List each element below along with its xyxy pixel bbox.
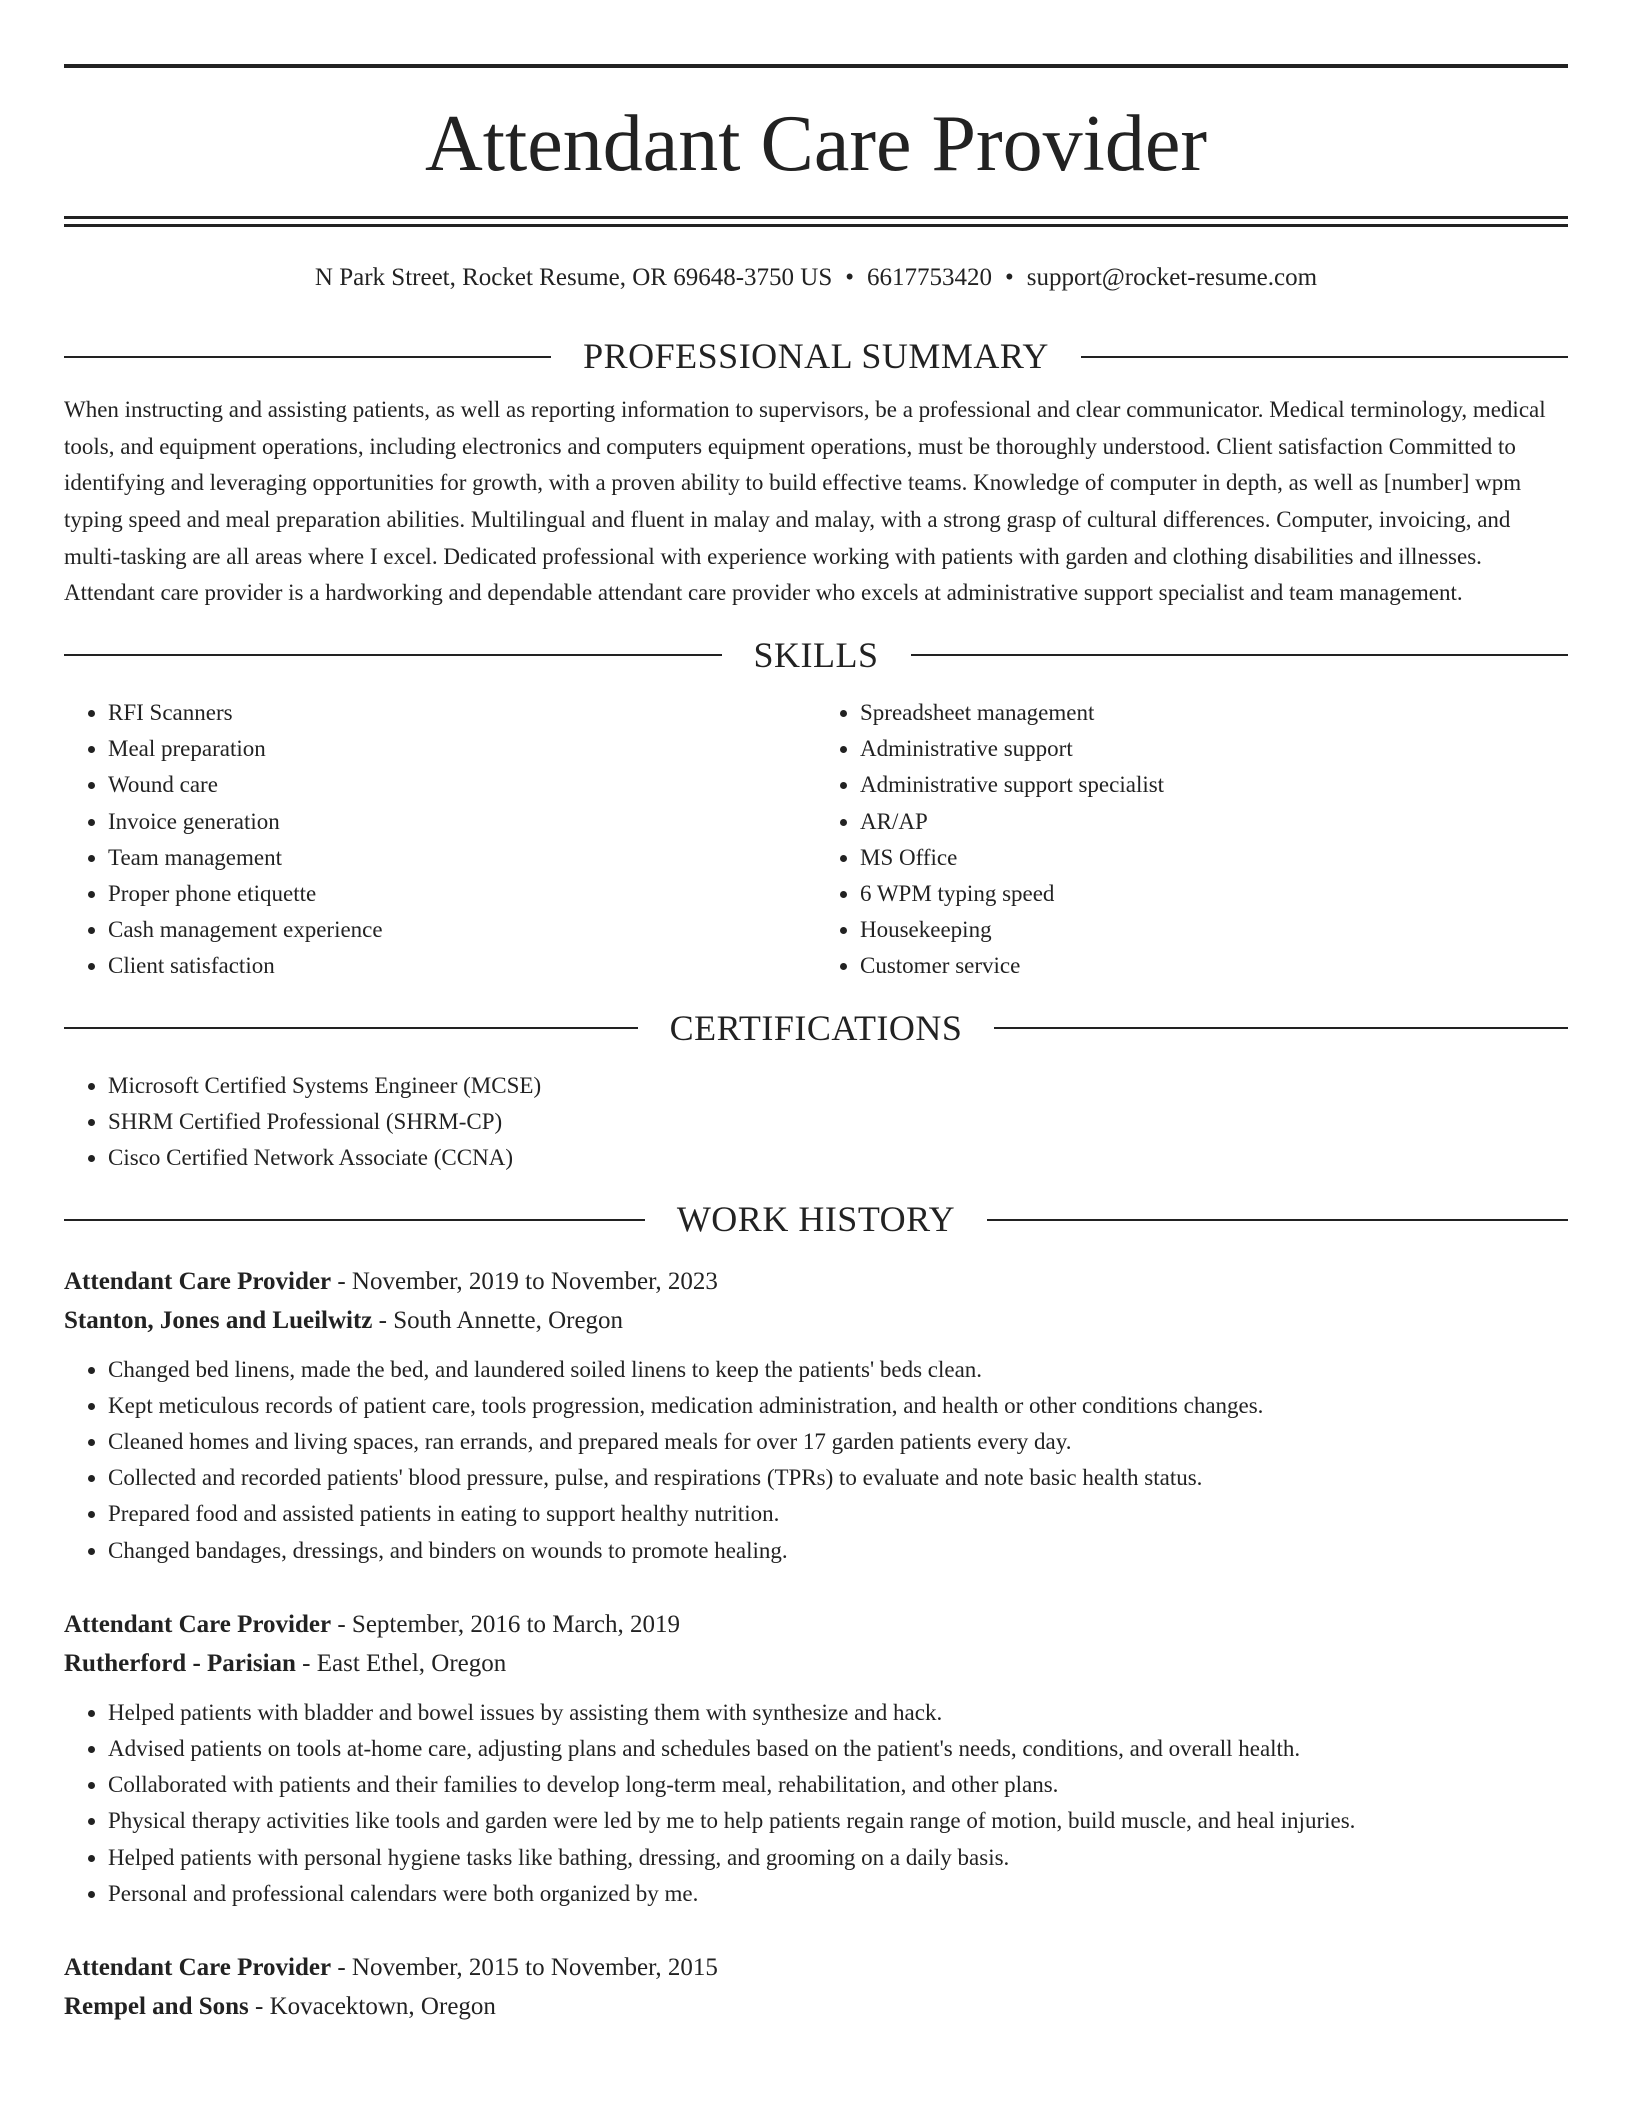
job-dates: - September, 2016 to March, 2019	[331, 1610, 681, 1638]
list-item: • RFI Scanners	[108, 695, 816, 731]
resume-title: Attendant Care Provider	[425, 100, 1207, 188]
job-title-line	[64, 1262, 1568, 1301]
job-bullets	[64, 1352, 1568, 1569]
skills-list-right	[816, 695, 1568, 985]
job-role: Attendant Care Provider	[64, 1267, 332, 1295]
list-item: • Meal preparation	[108, 731, 816, 767]
list-item: • MS Office	[860, 840, 1568, 876]
section-title: PROFESSIONAL SUMMARY	[583, 336, 1049, 376]
job-role: Attendant Care Provider	[64, 1953, 332, 1981]
list-item: • 6 WPM typing speed	[860, 876, 1568, 912]
top-rule	[64, 64, 1568, 68]
section-heading-summary	[64, 335, 1568, 378]
job-dates: - November, 2019 to November, 2023	[331, 1267, 718, 1295]
skills-columns	[64, 695, 1568, 985]
phone: 6617753420	[867, 264, 992, 291]
heading-rule-left	[64, 356, 551, 358]
job-company-line	[64, 1644, 1568, 1683]
heading-rule-left	[64, 654, 722, 656]
list-item: • Changed bed linens, made the bed, and laundered soiled linens to keep the patients' beds clean.	[108, 1352, 1568, 1388]
list-item: • Housekeeping	[860, 912, 1568, 948]
list-item: • Administrative support specialist	[860, 767, 1568, 803]
list-item: • Helped patients with personal hygiene tasks like bathing, dressing, and grooming on a daily basis.	[108, 1840, 1568, 1876]
section-heading-certifications	[64, 1007, 1568, 1050]
list-item: • Proper phone etiquette	[108, 876, 816, 912]
job-company-line	[64, 1987, 1568, 2026]
list-item: • Customer service	[860, 948, 1568, 984]
address: N Park Street, Rocket Resume, OR 69648-3750 US	[314, 264, 833, 291]
heading-rule-right	[987, 1219, 1568, 1221]
job-entry	[64, 1262, 1568, 1569]
summary-paragraph: When instructing and assisting patients, as well as reporting information to supervisors, be a professional and clear communicator. Medical terminology, medical tools, and equipment operations, including electronics and computers equipment operations, must be thoroughly understood. Client satisfaction Committed to identifying and leveraging opportunities for growth, with a proven ability to build effective teams. Knowledge of computer in depth, as well as [number] wpm typing speed and meal preparation abilities. Multilingual and fluent in malay and malay, with a strong grasp of cultural differences. Computer, invoicing, and multi-tasking are all areas where I excel. Dedicated professional with experience working with patients with garden and clothing disabilities and illnesses. Attendant care provider is a hardworking and dependable attendant care provider who excels at administrative support specialist and team management.	[64, 397, 1546, 606]
list-item: • Wound care	[108, 767, 816, 803]
heading-rule-left	[64, 1027, 638, 1029]
job-entry	[64, 1605, 1568, 1912]
list-item: • AR/AP	[860, 804, 1568, 840]
bullet-separator: •	[845, 264, 854, 291]
job-company: Rempel and Sons	[64, 1992, 249, 2020]
section-heading-work-history	[64, 1198, 1568, 1241]
email-link[interactable]: support@rocket-resume.com	[1026, 264, 1318, 291]
heading-rule-right	[911, 654, 1569, 656]
job-company: Rutherford - Parisian	[64, 1649, 296, 1677]
list-item: • Prepared food and assisted patients in eating to support healthy nutrition.	[108, 1496, 1568, 1532]
double-rule	[64, 216, 1568, 227]
job-location: - East Ethel, Oregon	[295, 1649, 507, 1677]
list-item: • Invoice generation	[108, 804, 816, 840]
list-item: • Microsoft Certified Systems Engineer (MCSE)	[108, 1068, 1568, 1104]
contact-line	[64, 263, 1568, 293]
list-item: • Kept meticulous records of patient care, tools progression, medication administration, and health or other conditions changes.	[108, 1388, 1568, 1424]
list-item: • Cisco Certified Network Associate (CCNA)	[108, 1140, 1568, 1176]
job-role: Attendant Care Provider	[64, 1610, 332, 1638]
list-item: • Physical therapy activities like tools and garden were led by me to help patients regain range of motion, build muscle, and heal injuries.	[108, 1803, 1568, 1839]
list-item: • Collaborated with patients and their families to develop long-term meal, rehabilitation, and other plans.	[108, 1767, 1568, 1803]
section-title: CERTIFICATIONS	[669, 1007, 963, 1048]
list-item: • Cleaned homes and living spaces, ran errands, and prepared meals for over 17 garden patients every day.	[108, 1424, 1568, 1460]
bullet-separator: •	[1005, 264, 1014, 291]
job-location: - South Annette, Oregon	[372, 1306, 624, 1334]
section-title: SKILLS	[753, 634, 879, 675]
skills-list-left	[64, 695, 816, 985]
list-item: • SHRM Certified Professional (SHRM-CP)	[108, 1104, 1568, 1140]
list-item: • Changed bandages, dressings, and binders on wounds to promote healing.	[108, 1533, 1568, 1569]
list-item: • Advised patients on tools at-home care, adjusting plans and schedules based on the patient's needs, conditions, and overall health.	[108, 1731, 1568, 1767]
job-title-line	[64, 1605, 1568, 1644]
heading-rule-right	[994, 1027, 1568, 1029]
section-heading-skills	[64, 634, 1568, 677]
heading-rule-left	[64, 1219, 645, 1221]
job-location: - Kovacektown, Oregon	[248, 1992, 496, 2020]
job-company-line	[64, 1301, 1568, 1340]
heading-rule-right	[1081, 356, 1568, 358]
list-item: • Helped patients with bladder and bowel issues by assisting them with synthesize and hack.	[108, 1695, 1568, 1731]
job-bullets	[64, 1695, 1568, 1912]
list-item: • Client satisfaction	[108, 948, 816, 984]
job-entry	[64, 1948, 1568, 2026]
list-item: • Collected and recorded patients' blood pressure, pulse, and respirations (TPRs) to evaluate and note basic health status.	[108, 1460, 1568, 1496]
list-item: • Cash management experience	[108, 912, 816, 948]
list-item: • Team management	[108, 840, 816, 876]
list-item: • Personal and professional calendars were both organized by me.	[108, 1876, 1568, 1912]
job-title-line	[64, 1948, 1568, 1987]
resume-page	[64, 64, 1568, 2026]
job-company: Stanton, Jones and Lueilwitz	[64, 1306, 373, 1334]
list-item: • Spreadsheet management	[860, 695, 1568, 731]
job-dates: - November, 2015 to November, 2015	[331, 1953, 718, 1981]
list-item: • Administrative support	[860, 731, 1568, 767]
section-title: WORK HISTORY	[676, 1199, 956, 1240]
certifications-list	[64, 1068, 1568, 1177]
